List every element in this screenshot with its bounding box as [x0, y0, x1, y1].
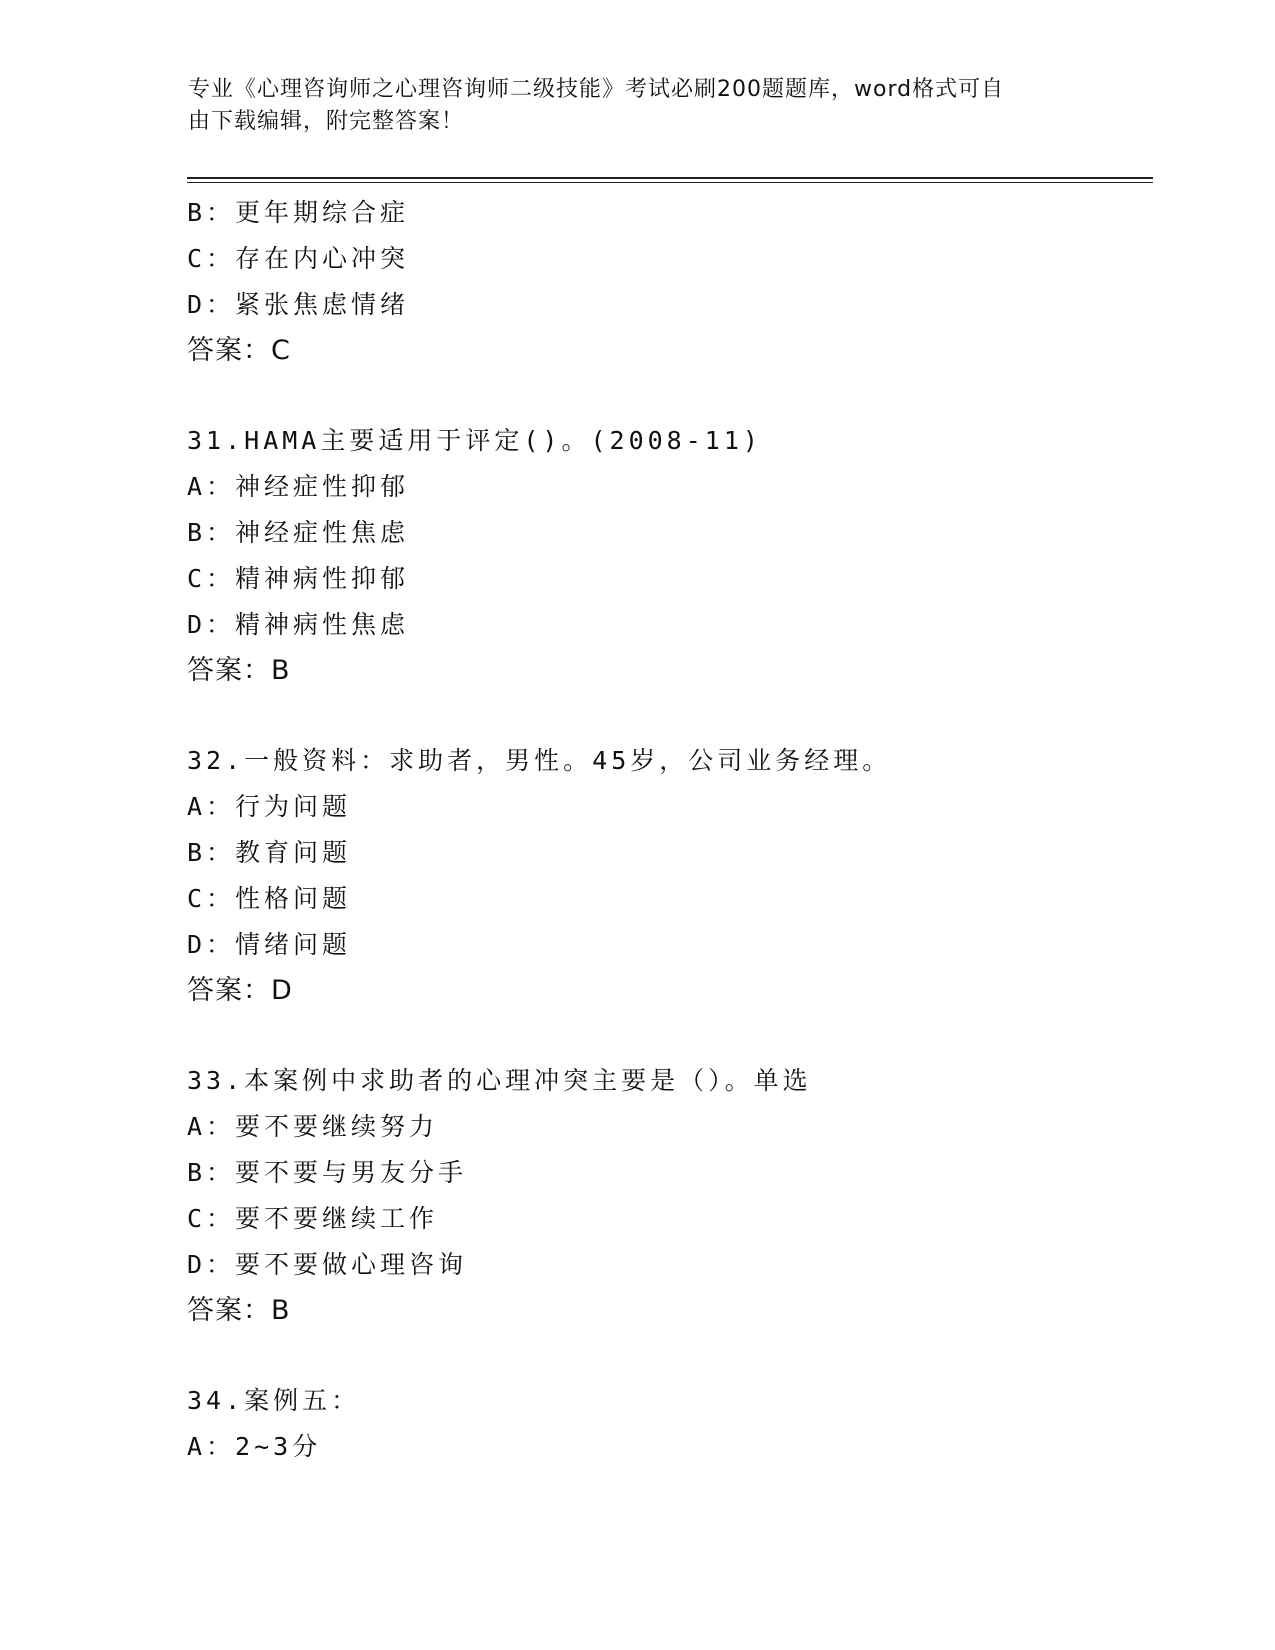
question-list: [187, 190, 1147, 1470]
option-c: C：存在内心冲突: [187, 244, 410, 273]
question-text: 32.一般资料：求助者，男性。45岁，公司业务经理。: [187, 746, 892, 775]
option-b: B：要不要与男友分手: [187, 1158, 468, 1187]
question-32: [187, 738, 1147, 1014]
document-header: [188, 74, 1068, 138]
question-text: 31.HAMA主要适用于评定()。(2008-11): [187, 426, 762, 455]
question-33: [187, 1058, 1147, 1334]
option-d: D：情绪问题: [187, 930, 352, 959]
option-d: D：要不要做心理咨询: [187, 1250, 468, 1279]
option-d: D：紧张焦虑情绪: [187, 290, 410, 319]
answer-line: 答案：D: [187, 975, 293, 1006]
header-line-2: 由下载编辑，附完整答案！: [188, 109, 465, 134]
option-a: A：行为问题: [187, 792, 352, 821]
answer-line: 答案：B: [187, 1295, 291, 1326]
option-b: B：神经症性焦虑: [187, 518, 410, 547]
option-c: C：性格问题: [187, 884, 352, 913]
option-b: B：更年期综合症: [187, 198, 410, 227]
option-c: C：要不要继续工作: [187, 1204, 439, 1233]
option-b: B：教育问题: [187, 838, 352, 867]
header-divider-thin: [187, 182, 1153, 183]
question-fragment: [187, 190, 1147, 374]
answer-line: 答案：B: [187, 655, 291, 686]
option-a: A：神经症性抑郁: [187, 472, 410, 501]
answer-line: 答案：C: [187, 335, 291, 366]
question-text: 34.案例五：: [187, 1386, 361, 1415]
option-a: A：2~3分: [187, 1432, 322, 1461]
question-text: 33.本案例中求助者的心理冲突主要是（）。单选: [187, 1066, 812, 1095]
option-c: C：精神病性抑郁: [187, 564, 410, 593]
question-34: [187, 1378, 1147, 1470]
header-divider-thick: [187, 177, 1153, 179]
question-31: [187, 418, 1147, 694]
option-d: D：精神病性焦虑: [187, 610, 410, 639]
option-a: A：要不要继续努力: [187, 1112, 439, 1141]
header-line-1: 专业《心理咨询师之心理咨询师二级技能》考试必刷200题题库，word格式可自: [188, 77, 1005, 102]
